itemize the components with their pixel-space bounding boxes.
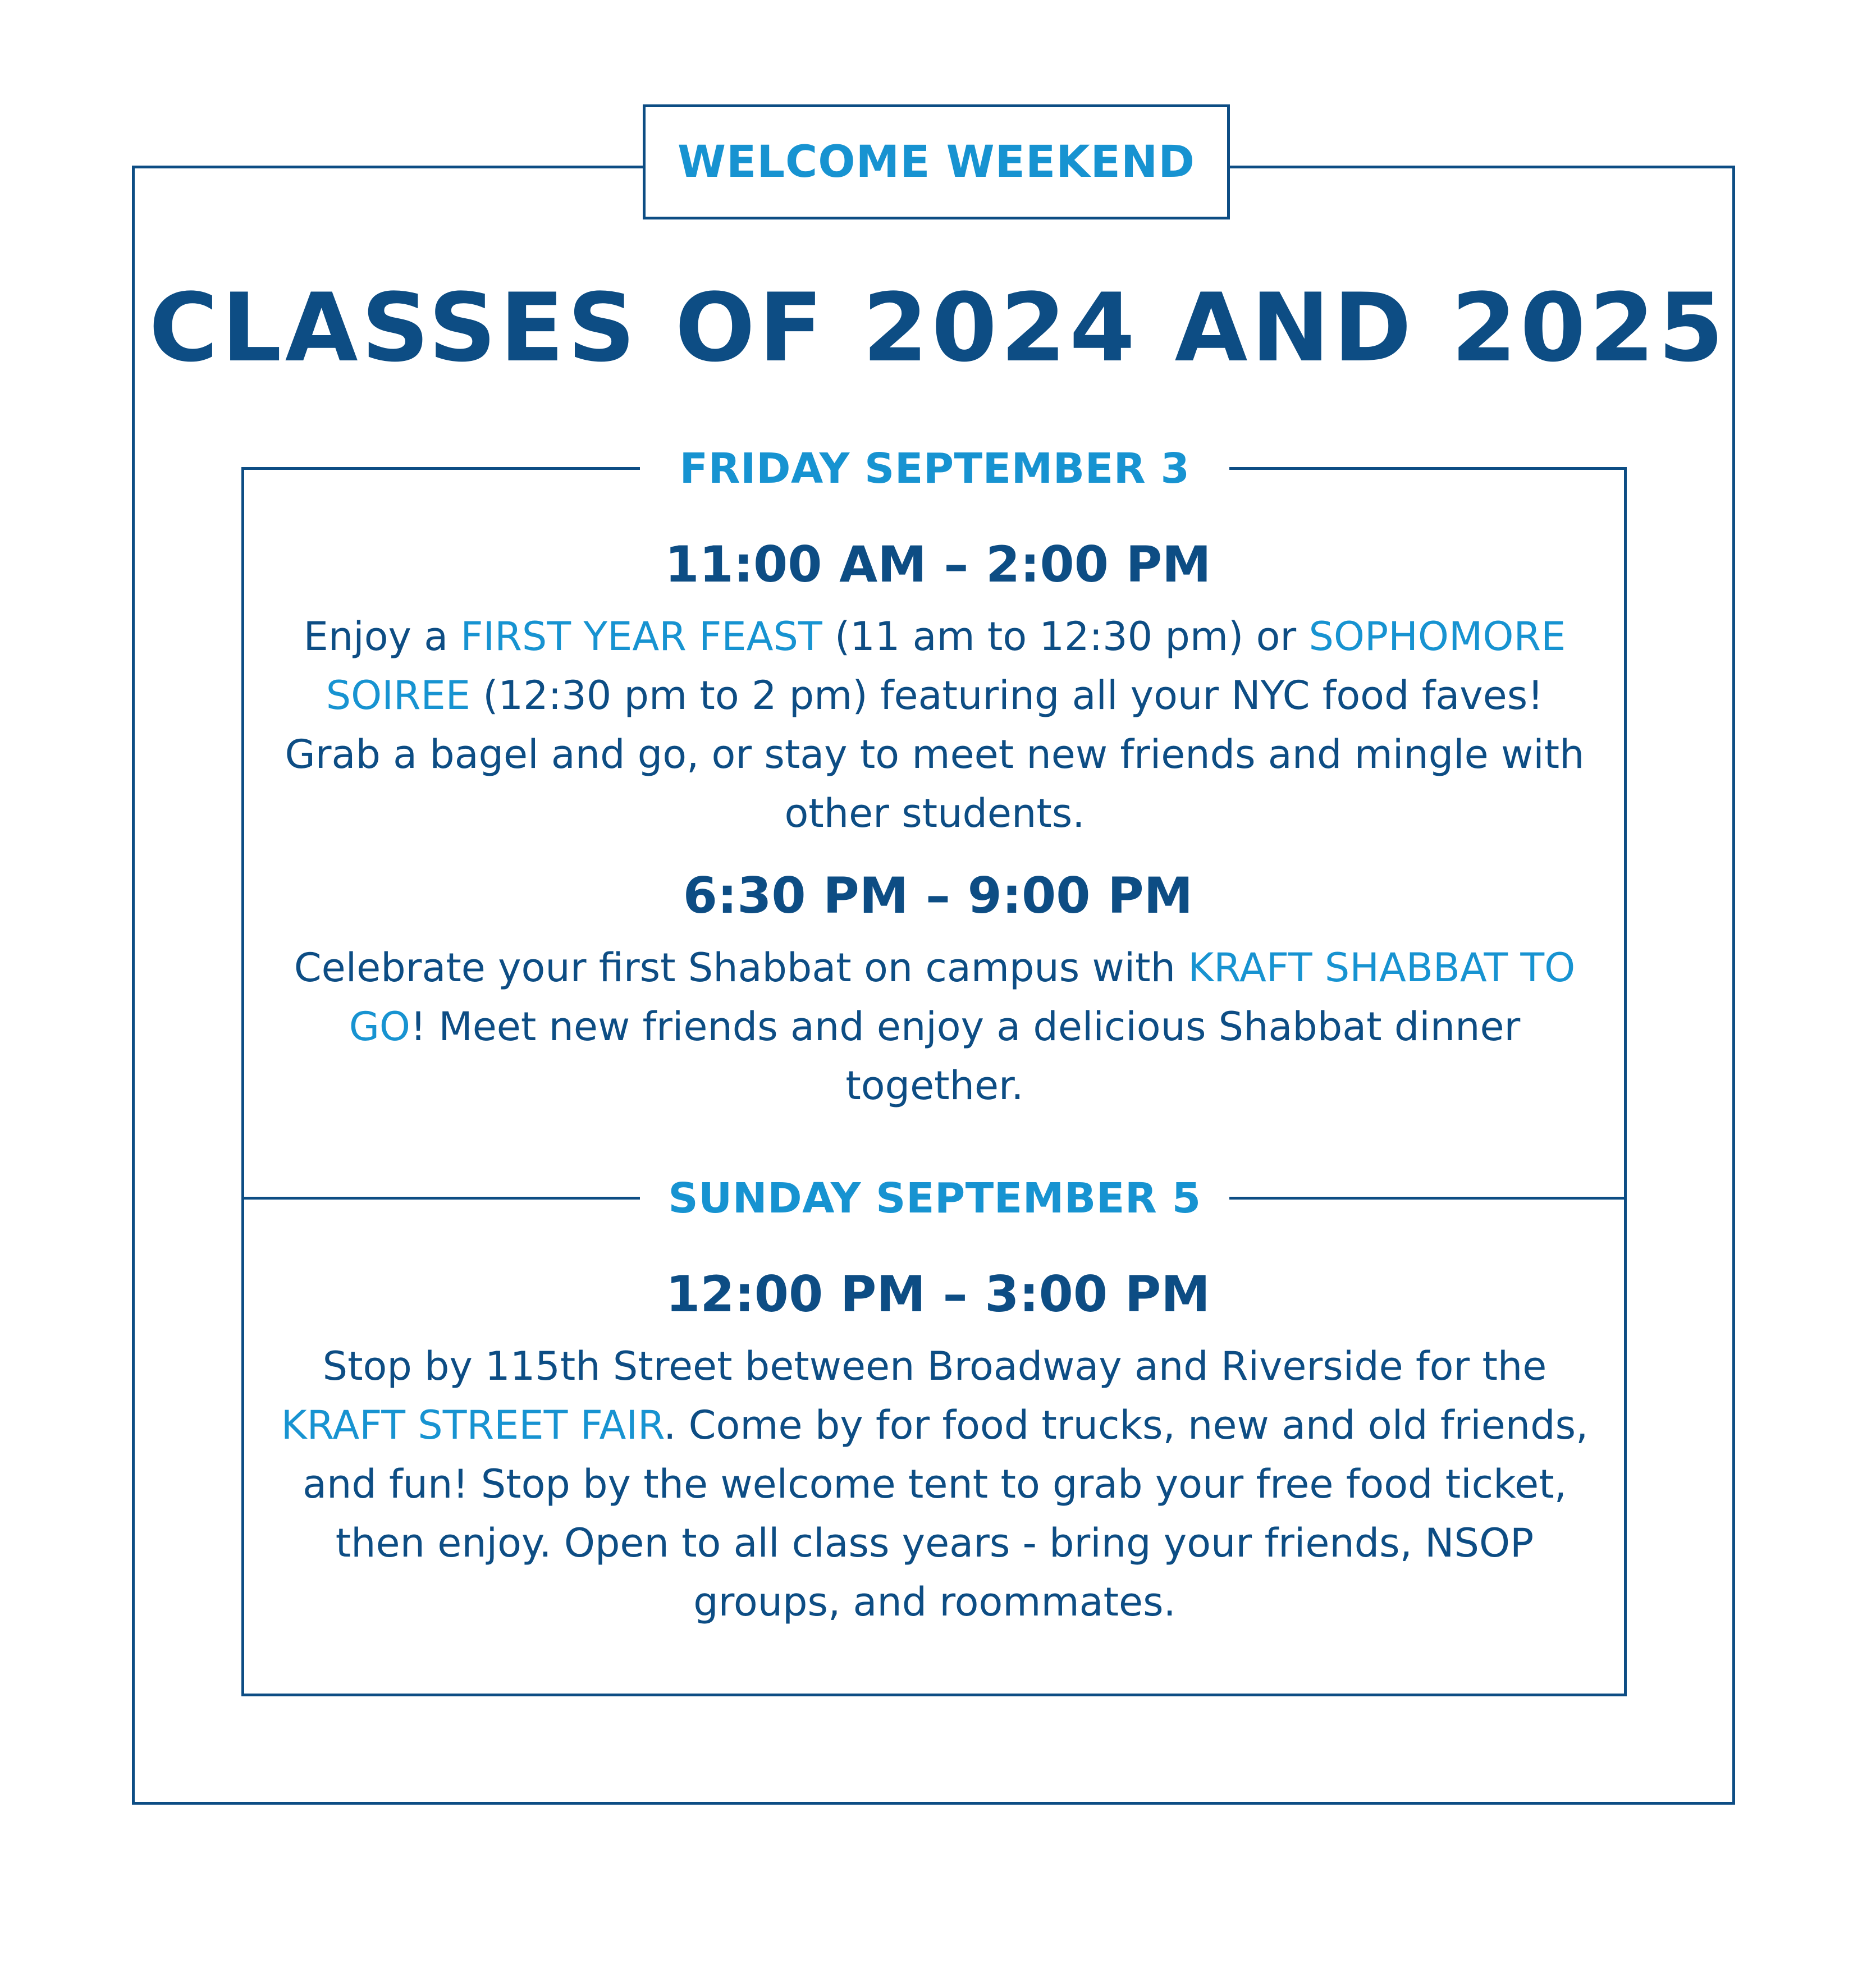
event-time-sunday-1: 12:00 PM – 3:00 PM — [666, 1265, 1210, 1323]
event-description-sunday-1 — [281, 1337, 1589, 1632]
event-description-friday-2 — [281, 939, 1589, 1115]
event-name-sophomore-soiree: SOPHOMORE SOIREE — [326, 614, 1566, 719]
description-text: (12:30 pm to 2 pm) featuring all your NYC food faves! Grab a bagel and go, or stay to meet new friends and mingle with other students. — [285, 672, 1585, 836]
description-text: Celebrate your first Shabbat on campus with — [294, 945, 1188, 991]
header-label: WELCOME WEEKEND — [678, 136, 1195, 187]
description-text: Stop by 115th Street between Broadway and Riverside for the — [322, 1343, 1547, 1389]
event-time-friday-1: 11:00 AM – 2:00 PM — [665, 536, 1211, 593]
event-time-friday-2: 6:30 PM – 9:00 PM — [683, 867, 1193, 925]
page-title: CLASSES OF 2024 AND 2025 — [149, 273, 1727, 383]
event-name-kraft-street-fair: KRAFT STREET FAIR — [281, 1402, 664, 1448]
event-name-kraft-shabbat: KRAFT SHABBAT TO GO — [349, 945, 1576, 1050]
header-box — [643, 104, 1230, 219]
event-description-friday-1 — [281, 607, 1589, 843]
event-name-first-year-feast: FIRST YEAR FEAST — [460, 614, 822, 660]
description-text: Enjoy a — [303, 614, 461, 660]
description-text: . Come by for food trucks, new and old friends, and fun! Stop by the welcome tent to grab your free food ticket, then enjoy. Open to all class years - bring your friends, NSOP groups, and roommates. — [303, 1402, 1589, 1625]
day-label-sunday: SUNDAY SEPTEMBER 5 — [640, 1168, 1229, 1229]
day-label-friday: FRIDAY SEPTEMBER 3 — [640, 438, 1229, 500]
description-text: ! Meet new friends and enjoy a delicious Shabbat dinner together. — [410, 1004, 1521, 1109]
description-text: (11 am to 12:30 pm) or — [822, 614, 1309, 660]
